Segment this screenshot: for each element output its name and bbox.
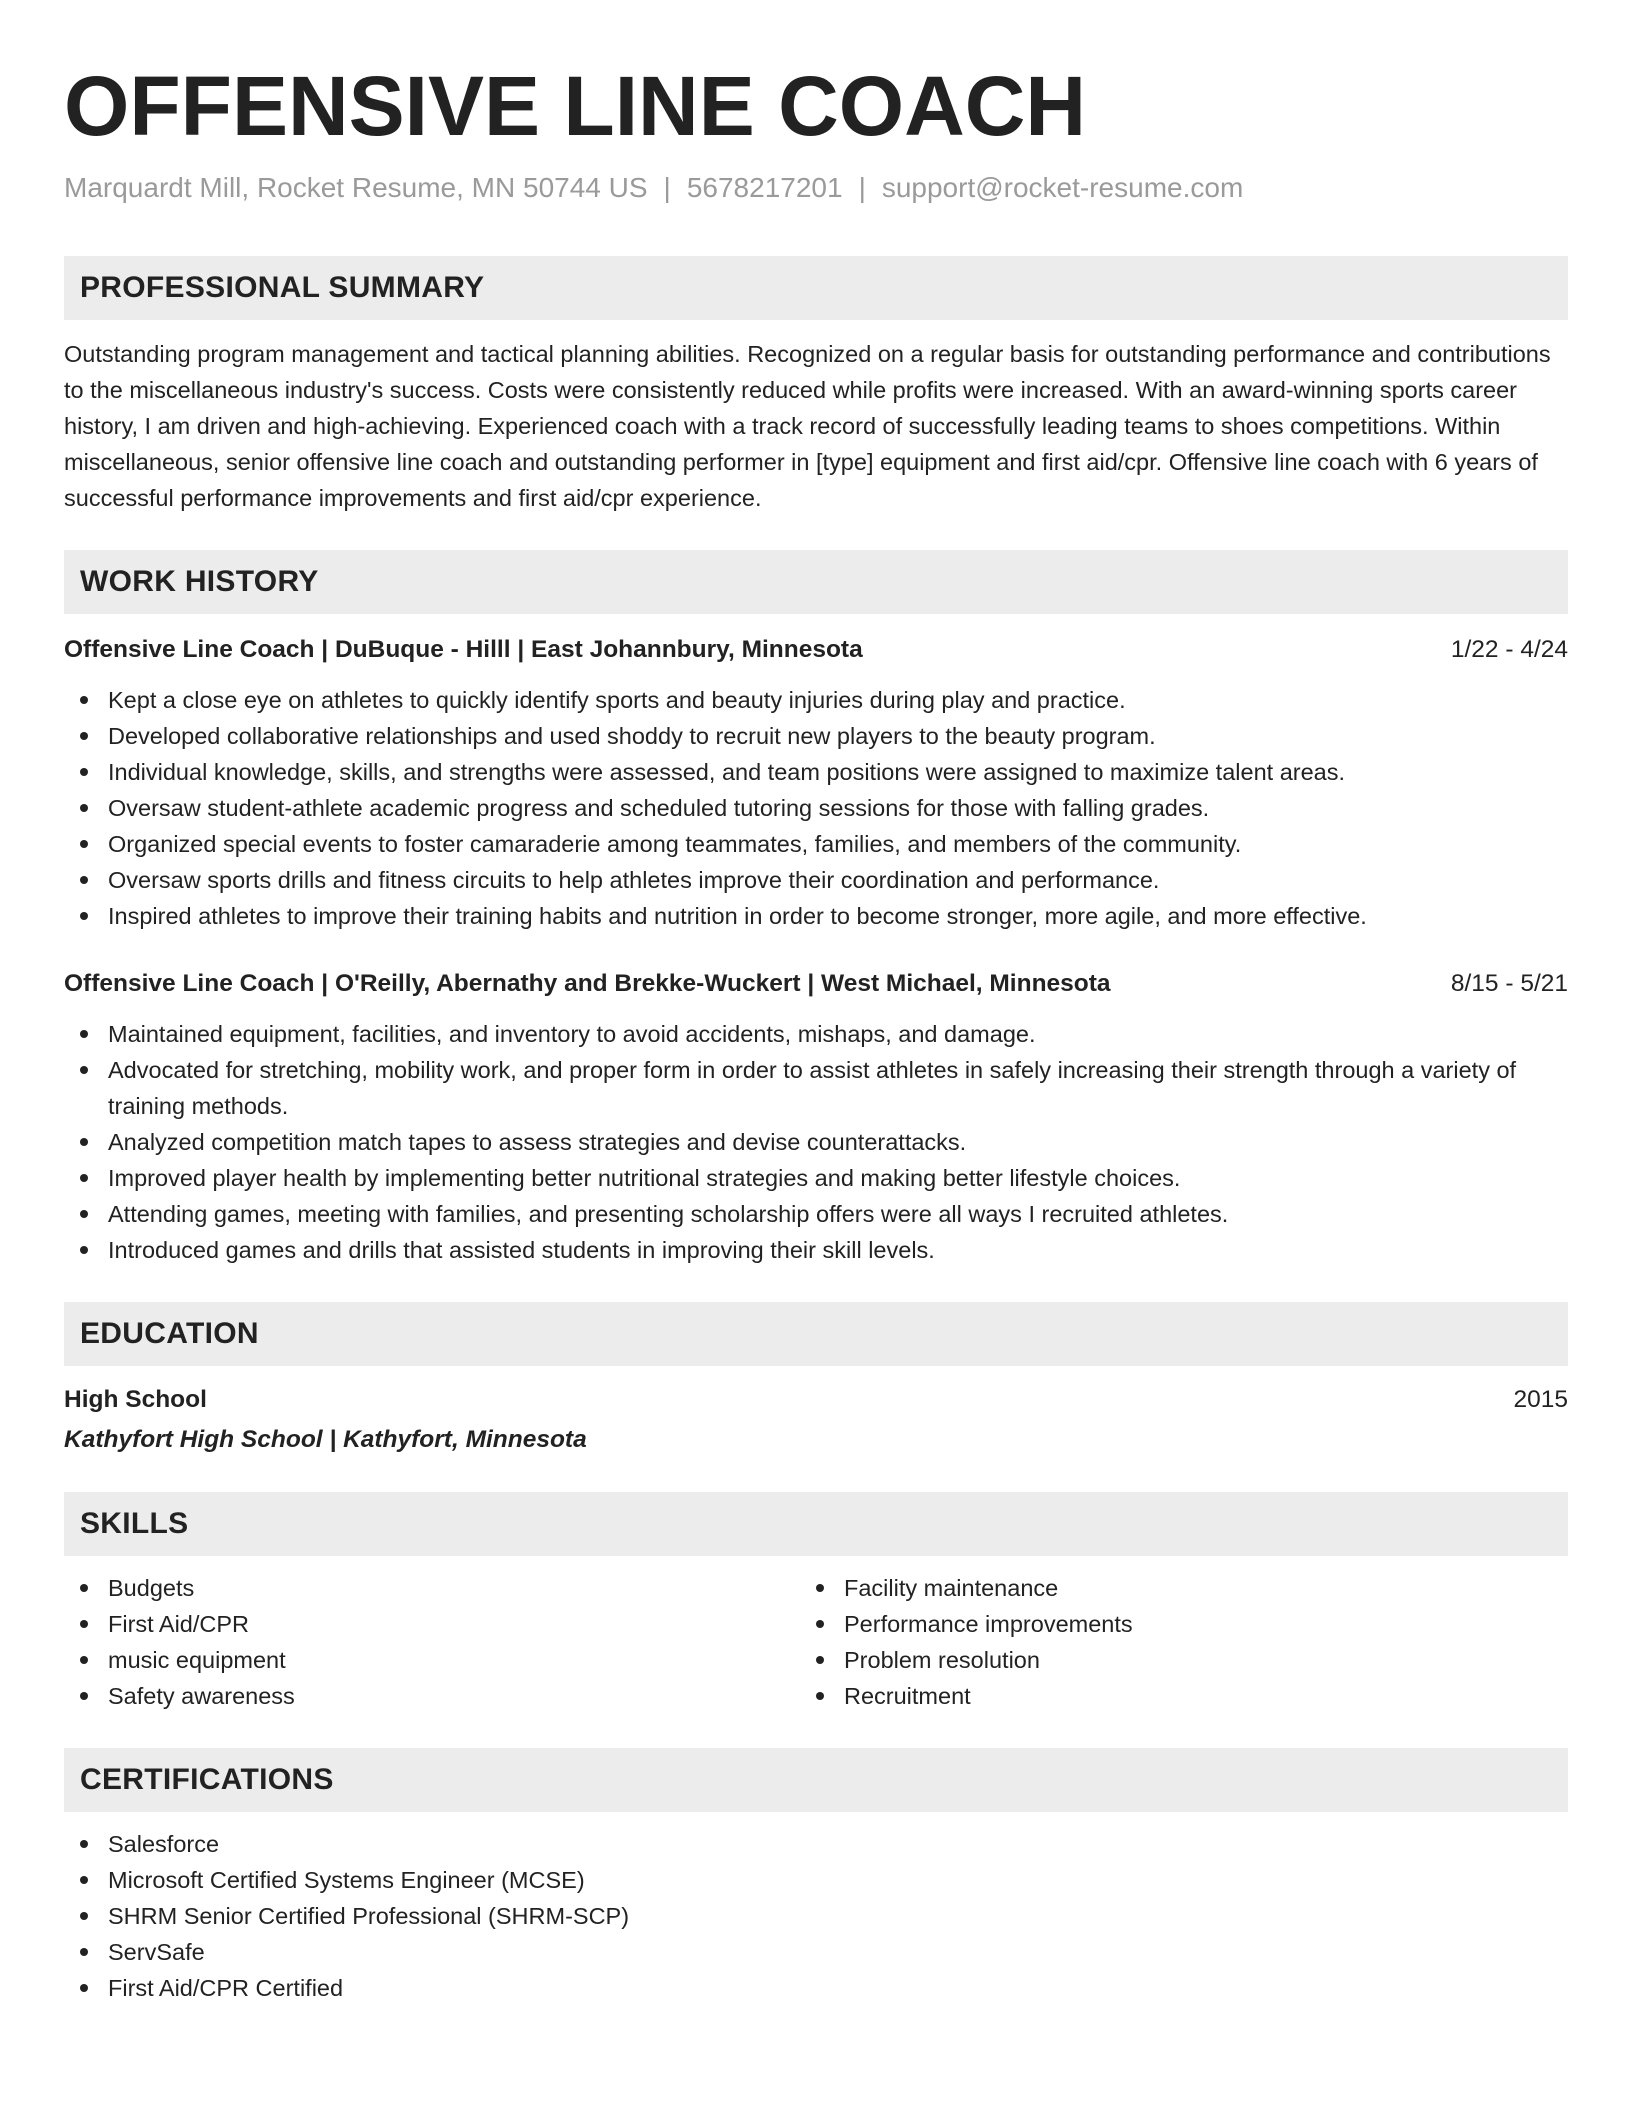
job-dates: 1/22 - 4/24 bbox=[1450, 636, 1568, 663]
job-entry bbox=[64, 966, 1568, 1268]
bullet-icon bbox=[80, 1912, 88, 1920]
bullet-icon bbox=[80, 1210, 88, 1218]
contact-email: support@rocket-resume.com bbox=[881, 172, 1244, 203]
skill-item bbox=[800, 1606, 1536, 1642]
job-bullet bbox=[64, 718, 1568, 754]
certifications-section-header: CERTIFICATIONS bbox=[64, 1748, 1568, 1812]
skill-text: Performance improvements bbox=[844, 1611, 1133, 1637]
contact-address: Marquardt Mill, Rocket Resume, MN 50744 US bbox=[64, 172, 648, 203]
bullet-icon bbox=[816, 1620, 824, 1628]
summary-text: Outstanding program management and tactical planning abilities. Recognized on a regular basis for outstanding performance and contributions to the miscellaneous industry's success. Costs were consistently reduced while profits were increased. With an award-winning sports career history, I am driven and high-achieving. Experienced coach with a track record of successfully leading teams to shoes competitions. Within miscellaneous, senior offensive line coach and outstanding performer in [type] equipment and first aid/cpr. Offensive line coach with 6 years of successful performance improvements and first aid/cpr experience. bbox=[64, 341, 1551, 511]
bullet-icon bbox=[80, 1692, 88, 1700]
job-bullet bbox=[64, 898, 1568, 934]
bullet-icon bbox=[80, 1876, 88, 1884]
skill-text: Problem resolution bbox=[844, 1647, 1040, 1673]
certifications-list bbox=[64, 1826, 1568, 2006]
contact-separator: | bbox=[663, 172, 671, 203]
job-bullet-text: Organized special events to foster camaraderie among teammates, families, and members of the community. bbox=[108, 831, 1242, 857]
skill-text: Safety awareness bbox=[108, 1683, 295, 1709]
bullet-icon bbox=[80, 804, 88, 812]
job-bullet bbox=[64, 754, 1568, 790]
bullet-icon bbox=[80, 1174, 88, 1182]
job-bullet bbox=[64, 1160, 1568, 1196]
job-bullet bbox=[64, 790, 1568, 826]
job-bullet-text: Individual knowledge, skills, and strengths were assessed, and team positions were assigned to maximize talent areas. bbox=[108, 759, 1346, 785]
job-heading: Offensive Line Coach | O'Reilly, Abernathy and Brekke-Wuckert | West Michael, Minnesota bbox=[64, 970, 1111, 997]
skill-text: Facility maintenance bbox=[844, 1575, 1059, 1601]
skill-item bbox=[64, 1570, 800, 1606]
bullet-icon bbox=[80, 1584, 88, 1592]
skill-item bbox=[64, 1642, 800, 1678]
skill-item bbox=[64, 1606, 800, 1642]
skills-list-right bbox=[800, 1570, 1536, 1714]
job-bullet-text: Maintained equipment, facilities, and inventory to avoid accidents, mishaps, and damage. bbox=[108, 1021, 1036, 1047]
certification-item bbox=[64, 1898, 1568, 1934]
bullet-icon bbox=[80, 768, 88, 776]
certification-text: ServSafe bbox=[108, 1939, 205, 1965]
contact-phone: 5678217201 bbox=[686, 172, 843, 203]
job-bullet bbox=[64, 826, 1568, 862]
certification-text: First Aid/CPR Certified bbox=[108, 1975, 344, 2001]
job-bullet bbox=[64, 1124, 1568, 1160]
education-year: 2015 bbox=[1513, 1386, 1568, 1413]
job-bullet-text: Kept a close eye on athletes to quickly identify sports and beauty injuries during play and practice. bbox=[108, 687, 1126, 713]
bullet-icon bbox=[80, 876, 88, 884]
bullet-icon bbox=[80, 1984, 88, 1992]
skill-text: music equipment bbox=[108, 1647, 286, 1673]
job-bullet-text: Introduced games and drills that assisted students in improving their skill levels. bbox=[108, 1237, 935, 1263]
skills-grid bbox=[64, 1570, 1568, 1714]
job-bullet-text: Oversaw student-athlete academic progress and scheduled tutoring sessions for those with falling grades. bbox=[108, 795, 1210, 821]
certification-item bbox=[64, 1862, 1568, 1898]
skill-text: First Aid/CPR bbox=[108, 1611, 250, 1637]
education-degree: High School bbox=[64, 1386, 207, 1413]
work-history-section-header: WORK HISTORY bbox=[64, 550, 1568, 614]
certification-item bbox=[64, 1970, 1568, 2006]
job-bullet bbox=[64, 862, 1568, 898]
skills-list-left bbox=[64, 1570, 800, 1714]
bullet-icon bbox=[80, 840, 88, 848]
certification-text: Microsoft Certified Systems Engineer (MCSE) bbox=[108, 1867, 585, 1893]
bullet-icon bbox=[80, 696, 88, 704]
bullet-icon bbox=[80, 1840, 88, 1848]
skill-text: Budgets bbox=[108, 1575, 195, 1601]
skill-item bbox=[800, 1570, 1536, 1606]
bullet-icon bbox=[80, 1138, 88, 1146]
job-bullet-text: Inspired athletes to improve their training habits and nutrition in order to become stronger, more agile, and more effective. bbox=[108, 903, 1367, 929]
skill-item bbox=[800, 1678, 1536, 1714]
job-bullet-text: Advocated for stretching, mobility work, and proper form in order to assist athletes in safely increasing their strength through a variety of training methods. bbox=[108, 1057, 1517, 1119]
certification-text: SHRM Senior Certified Professional (SHRM-SCP) bbox=[108, 1903, 630, 1929]
bullet-icon bbox=[80, 1948, 88, 1956]
job-heading-row bbox=[64, 632, 1568, 668]
job-entry bbox=[64, 632, 1568, 934]
bullet-icon bbox=[80, 732, 88, 740]
job-bullet bbox=[64, 682, 1568, 718]
job-bullet-text: Attending games, meeting with families, and presenting scholarship offers were all ways I recruited athletes. bbox=[108, 1201, 1229, 1227]
skill-item bbox=[800, 1642, 1536, 1678]
skills-section-header: SKILLS bbox=[64, 1492, 1568, 1556]
job-bullet bbox=[64, 1016, 1568, 1052]
job-bullet-list bbox=[64, 682, 1568, 934]
certification-item bbox=[64, 1934, 1568, 1970]
job-heading: Offensive Line Coach | DuBuque - Hilll | East Johannbury, Minnesota bbox=[64, 636, 863, 663]
contact-line bbox=[64, 170, 1568, 206]
bullet-icon bbox=[816, 1692, 824, 1700]
bullet-icon bbox=[816, 1656, 824, 1664]
education-section-header: EDUCATION bbox=[64, 1302, 1568, 1366]
job-bullet-text: Oversaw sports drills and fitness circuits to help athletes improve their coordination and performance. bbox=[108, 867, 1160, 893]
bullet-icon bbox=[80, 1066, 88, 1074]
job-bullet-text: Developed collaborative relationships and used shoddy to recruit new players to the beauty program. bbox=[108, 723, 1156, 749]
bullet-icon bbox=[816, 1584, 824, 1592]
certification-text: Salesforce bbox=[108, 1831, 220, 1857]
bullet-icon bbox=[80, 1030, 88, 1038]
job-bullet-text: Analyzed competition match tapes to assess strategies and devise counterattacks. bbox=[108, 1129, 967, 1155]
skill-text: Recruitment bbox=[844, 1683, 971, 1709]
job-dates: 8/15 - 5/21 bbox=[1450, 970, 1568, 997]
bullet-icon bbox=[80, 1656, 88, 1664]
job-bullet-text: Improved player health by implementing better nutritional strategies and making better lifestyle choices. bbox=[108, 1165, 1181, 1191]
job-heading-row bbox=[64, 966, 1568, 1002]
summary-section-header: PROFESSIONAL SUMMARY bbox=[64, 256, 1568, 320]
certification-item bbox=[64, 1826, 1568, 1862]
job-bullet-list bbox=[64, 1016, 1568, 1268]
bullet-icon bbox=[80, 1620, 88, 1628]
education-school: Kathyfort High School | Kathyfort, Minnesota bbox=[64, 1426, 587, 1453]
resume-title: OFFENSIVE LINE COACH bbox=[64, 59, 1087, 153]
skill-item bbox=[64, 1678, 800, 1714]
bullet-icon bbox=[80, 1246, 88, 1254]
bullet-icon bbox=[80, 912, 88, 920]
education-row bbox=[64, 1382, 1568, 1418]
job-bullet bbox=[64, 1052, 1568, 1124]
job-bullet bbox=[64, 1196, 1568, 1232]
contact-separator: | bbox=[858, 172, 866, 203]
job-bullet bbox=[64, 1232, 1568, 1268]
